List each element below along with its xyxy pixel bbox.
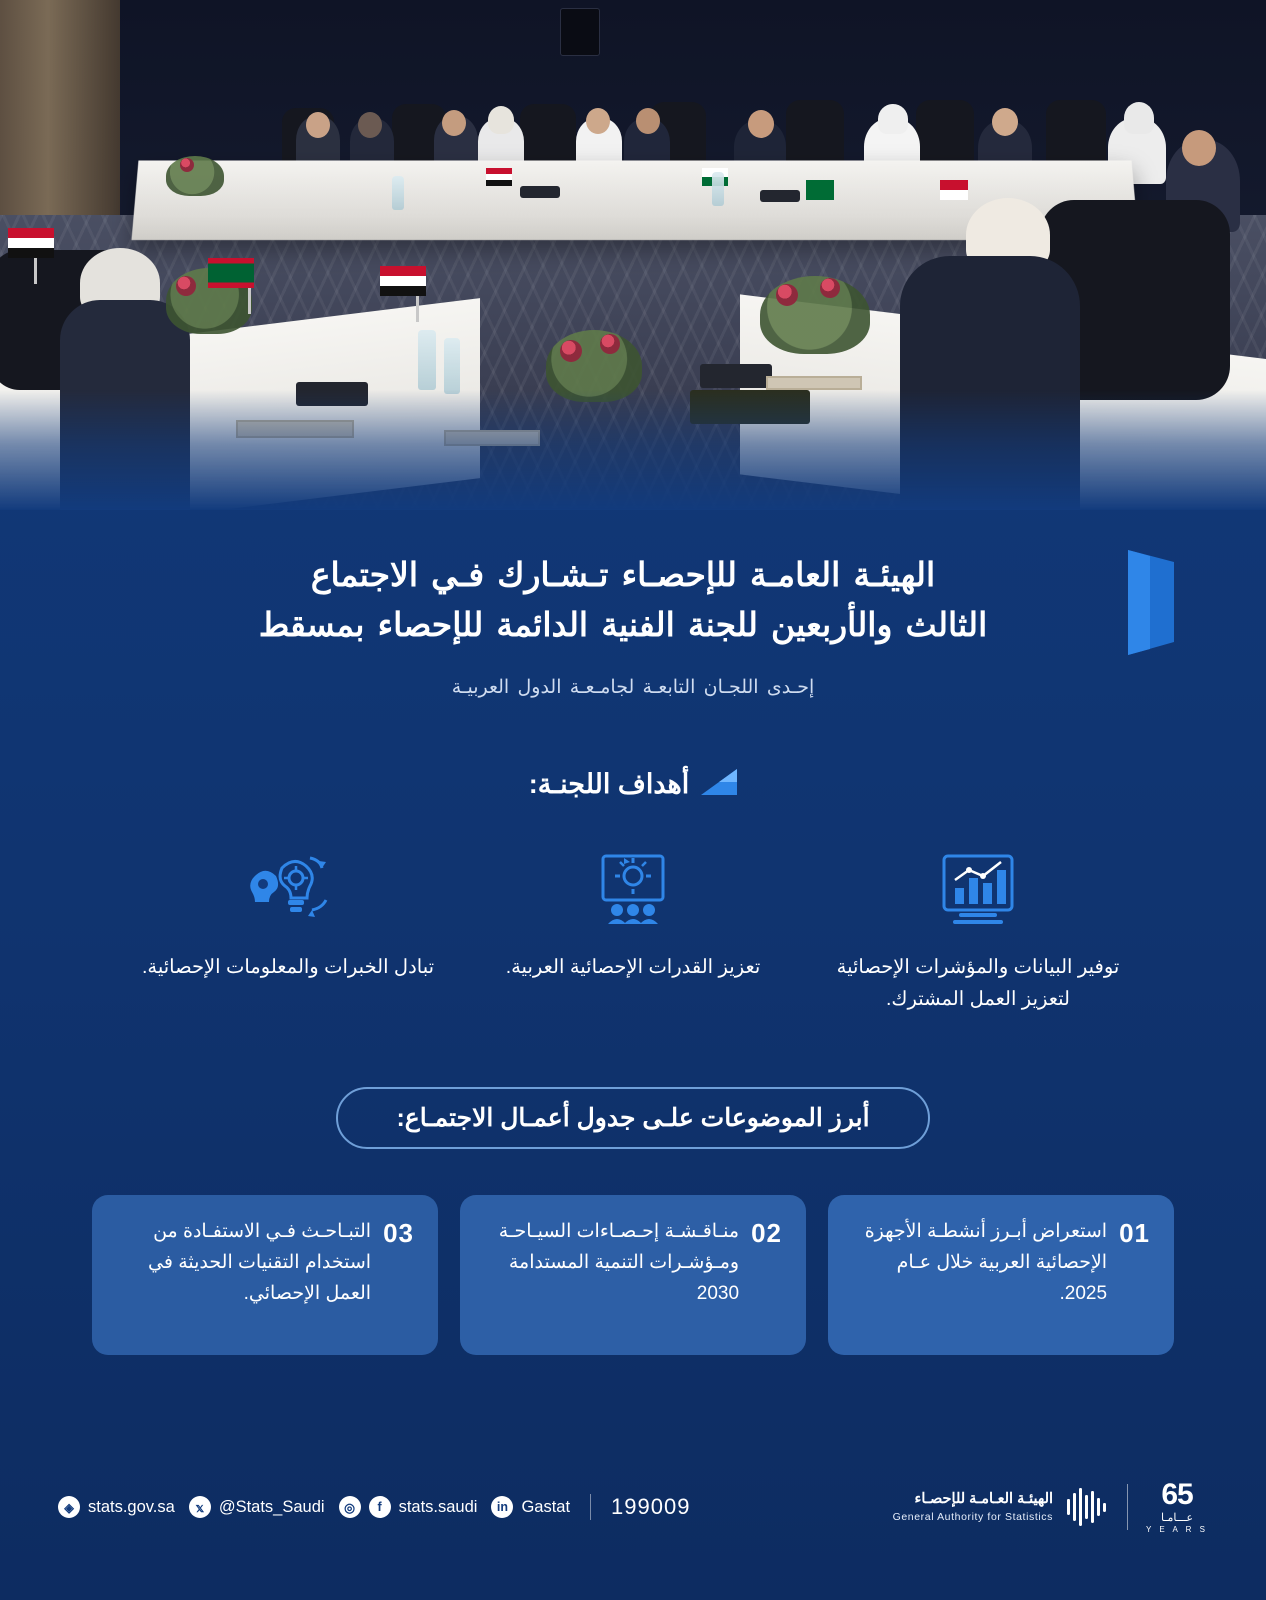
table-flower — [560, 340, 582, 362]
topics-cards — [0, 1195, 1266, 1355]
instagram-facebook-link[interactable] — [339, 1496, 478, 1518]
brand-name-ar: الهيئـة العـامـة للإحصـاء — [914, 1491, 1054, 1508]
table-flower — [820, 278, 840, 298]
topic-text: استعراض أبـرز أنشطـة الأجهزة الإحصائية العربية خلال عـام 2025. — [864, 1221, 1108, 1304]
topics-title-wrap — [0, 1087, 1266, 1149]
capacity-building-presentation-icon — [479, 850, 788, 928]
attendee-head — [586, 108, 610, 134]
attendee-head — [878, 104, 908, 134]
attendee-head — [748, 110, 774, 138]
goals-flag-icon — [699, 765, 737, 804]
website-label: stats.gov.sa — [88, 1497, 175, 1516]
attendee-head — [992, 108, 1018, 136]
country-flag — [806, 180, 834, 200]
table-greenery — [166, 156, 224, 196]
table-flower — [176, 276, 196, 296]
goals-title-row — [0, 765, 1266, 804]
attendee-head — [488, 106, 514, 134]
brand-block — [893, 1480, 1208, 1534]
water-bottle — [392, 176, 404, 210]
country-flag — [940, 180, 968, 200]
goal-text: توفير البيانات والمؤشرات الإحصائية لتعزيز العمل المشترك. — [836, 956, 1120, 1010]
instagram-icon: ◎ — [339, 1496, 361, 1518]
brand-name-en: General Authority for Statistics — [892, 1510, 1054, 1523]
microphone-base — [520, 186, 560, 198]
x-link[interactable] — [189, 1496, 325, 1518]
topic-number: 01 — [1119, 1218, 1150, 1249]
meeting-photo — [0, 0, 1266, 510]
country-flag — [208, 258, 254, 288]
social-links — [58, 1494, 690, 1520]
footer-divider — [590, 1494, 591, 1520]
attendee-head — [442, 110, 466, 136]
water-bottle — [444, 338, 460, 394]
subheading: إحـدى اللجـان التابعـة لجامـعـة الدول العربيـة — [451, 677, 815, 699]
table-flower — [776, 284, 798, 306]
topic-card — [460, 1195, 806, 1355]
attendee-head — [306, 112, 330, 138]
topic-card — [828, 1195, 1174, 1355]
goals-title: أهداف اللجنـة: — [528, 769, 690, 800]
linkedin-link[interactable] — [491, 1496, 570, 1518]
phone-number: 199009 — [611, 1494, 691, 1519]
brand-divider — [1127, 1484, 1128, 1530]
page-title — [120, 550, 1126, 650]
photo-gradient-overlay — [0, 390, 1266, 510]
goal-text: تبادل الخبرات والمعلومات الإحصائية. — [141, 956, 435, 979]
globe-icon: ◈ — [58, 1496, 80, 1518]
water-bottle — [418, 330, 436, 390]
flag-accent-icon — [1128, 550, 1174, 660]
paper-sheet — [766, 376, 862, 390]
table-flower — [600, 334, 620, 354]
microphone-base — [700, 364, 772, 388]
website-link[interactable] — [58, 1496, 175, 1518]
anniversary-label-en: Y E A R S — [1146, 1525, 1208, 1534]
topic-number: 02 — [751, 1218, 782, 1249]
headline-block — [0, 550, 1266, 650]
attendee-head — [358, 112, 382, 138]
attendee-head — [1182, 130, 1216, 166]
anniversary-label-ar: عـــامـا — [1160, 1512, 1194, 1524]
goal-item — [806, 850, 1151, 1015]
goal-item — [116, 850, 461, 1015]
table-flower — [180, 158, 194, 172]
table-greenery — [760, 276, 870, 354]
linkedin-icon: in — [491, 1496, 513, 1518]
ceiling-speaker-icon — [560, 8, 600, 56]
chart-bar-analytics-icon — [824, 850, 1133, 928]
attendee-head — [1124, 102, 1154, 134]
topics-title: أبرز الموضوعات علـى جدول أعمـال الاجتمـاع: — [336, 1087, 929, 1149]
goal-item — [461, 850, 806, 1015]
topic-card — [92, 1195, 438, 1355]
topic-text: منـاقـشـة إحـصـاءات السيـاحـة ومـؤشـرات التنمية المستدامة 2030 — [498, 1221, 740, 1304]
x-label: @Stats_Saudi — [218, 1497, 325, 1516]
goals-list — [0, 850, 1266, 1015]
topic-number: 03 — [383, 1218, 414, 1249]
brand-names — [893, 1490, 1053, 1524]
social-handle-label: stats.saudi — [398, 1497, 478, 1516]
gastat-logomark-icon — [1065, 1485, 1109, 1529]
attendee-head — [636, 108, 660, 134]
microphone-base — [760, 190, 800, 202]
gastat-logo — [893, 1485, 1109, 1529]
country-flag — [486, 168, 512, 186]
headline-line-2: الثالث والأربعين للجنة الفنية الدائمة للإحصاء بمسقط — [258, 606, 988, 644]
country-flag — [8, 228, 54, 258]
country-flag — [380, 266, 426, 296]
headline-line-1: الهيئـة العامـة للإحصـاء تـشـارك فـي الاجتماع — [310, 556, 936, 593]
linkedin-label: Gastat — [521, 1497, 571, 1516]
x-icon: 𝕩 — [189, 1496, 211, 1518]
anniversary-number: 65 — [1161, 1478, 1193, 1511]
footer — [0, 1440, 1266, 1600]
water-bottle — [712, 172, 724, 206]
knowledge-exchange-heads-icon — [134, 850, 443, 928]
goal-text: تعزيز القدرات الإحصائية العربية. — [505, 956, 761, 979]
anniversary-badge — [1146, 1480, 1208, 1534]
facebook-icon: f — [369, 1496, 391, 1518]
topic-text: التبـاحـث فـي الاستفـادة من استخدام التقنيات الحديثة في العمل الإحصائي. — [148, 1221, 372, 1304]
